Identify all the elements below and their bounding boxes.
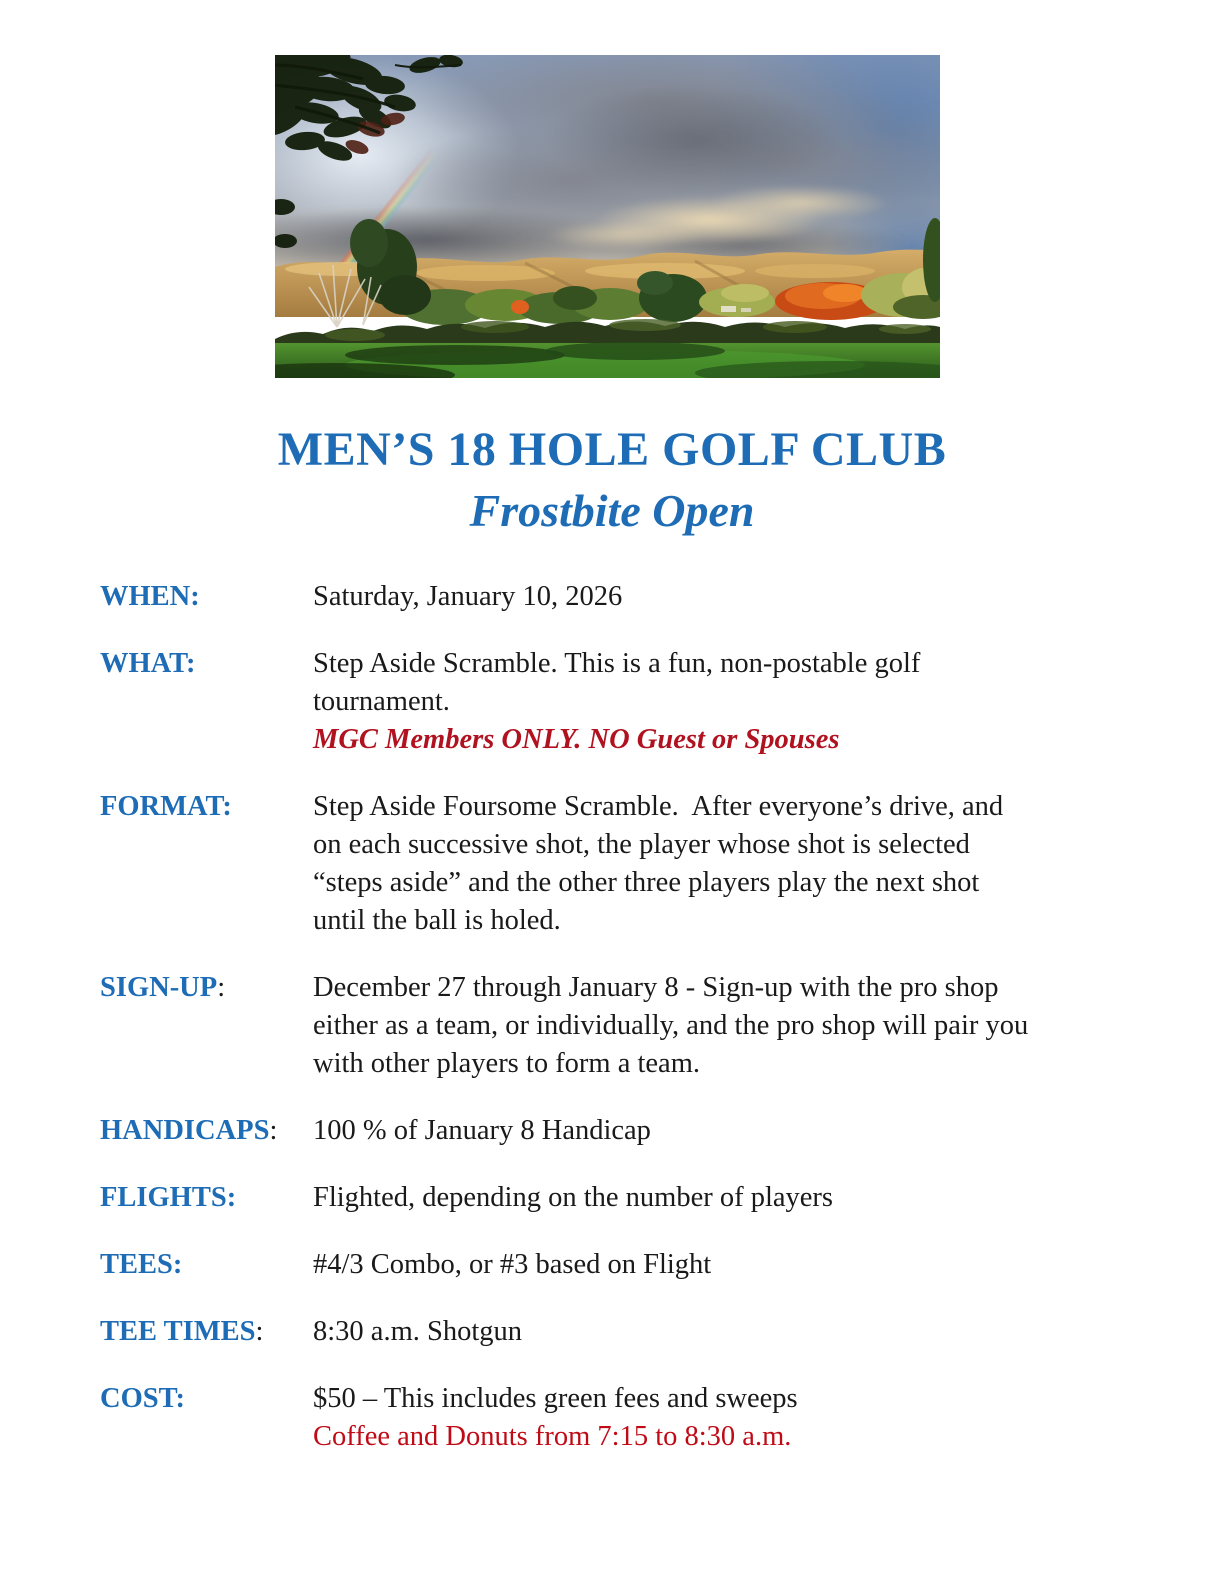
page-title: MEN’S 18 HOLE GOLF CLUB xyxy=(277,423,947,476)
handicaps-label: HANDICAPS: xyxy=(100,1115,278,1147)
detail-row-what xyxy=(100,645,1134,759)
detail-row-when xyxy=(100,578,1134,616)
what-label: WHAT: xyxy=(100,648,196,680)
detail-row-tees xyxy=(100,1246,1134,1284)
detail-row-format xyxy=(100,788,1134,940)
format-label: FORMAT: xyxy=(100,791,232,823)
landscape-photo-art xyxy=(275,55,940,378)
members-only-notice: MGC Members ONLY. NO Guest or Spouses xyxy=(313,724,840,756)
landscape-photo xyxy=(275,55,940,378)
format-value: Step Aside Foursome Scramble. After everyone’s drive, and on each successive shot, the player whose shot is selected “steps aside” and the other three players play the next shot until the ball is holed. xyxy=(313,791,1004,937)
detail-row-tee-times xyxy=(100,1313,1134,1351)
tee-times-value: 8:30 a.m. Shotgun xyxy=(313,1316,523,1348)
cost-label: COST: xyxy=(100,1383,185,1415)
handicaps-value: 100 % of January 8 Handicap xyxy=(313,1115,651,1147)
flights-value: Flighted, depending on the number of players xyxy=(313,1182,834,1214)
detail-row-signup xyxy=(100,969,1134,1083)
flights-label: FLIGHTS: xyxy=(100,1182,237,1214)
when-label: WHEN: xyxy=(100,581,200,613)
signup-value: December 27 through January 8 - Sign-up with the pro shop either as a team, or individually, and the pro shop will pair you with other players to form a team. xyxy=(313,972,1029,1080)
what-value: Step Aside Scramble. This is a fun, non-postable golf tournament. MGC Members ONLY. NO Guest or Spouses xyxy=(313,645,920,759)
detail-row-handicaps xyxy=(100,1112,1134,1150)
event-subtitle: Frostbite Open xyxy=(469,485,755,537)
signup-label: SIGN-UP: xyxy=(100,972,226,1004)
coffee-donuts-note: Coffee and Donuts from 7:15 to 8:30 a.m. xyxy=(313,1421,792,1453)
tee-times-label: TEE TIMES: xyxy=(100,1316,264,1348)
tees-value: #4/3 Combo, or #3 based on Flight xyxy=(313,1249,712,1281)
detail-row-flights xyxy=(100,1179,1134,1217)
tees-label: TEES: xyxy=(100,1249,183,1281)
cost-value: $50 – This includes green fees and sweeps Coffee and Donuts from 7:15 to 8:30 a.m. xyxy=(313,1380,798,1456)
when-value: Saturday, January 10, 2026 xyxy=(313,581,623,613)
details-list xyxy=(100,578,1134,1456)
detail-row-cost xyxy=(100,1380,1134,1456)
